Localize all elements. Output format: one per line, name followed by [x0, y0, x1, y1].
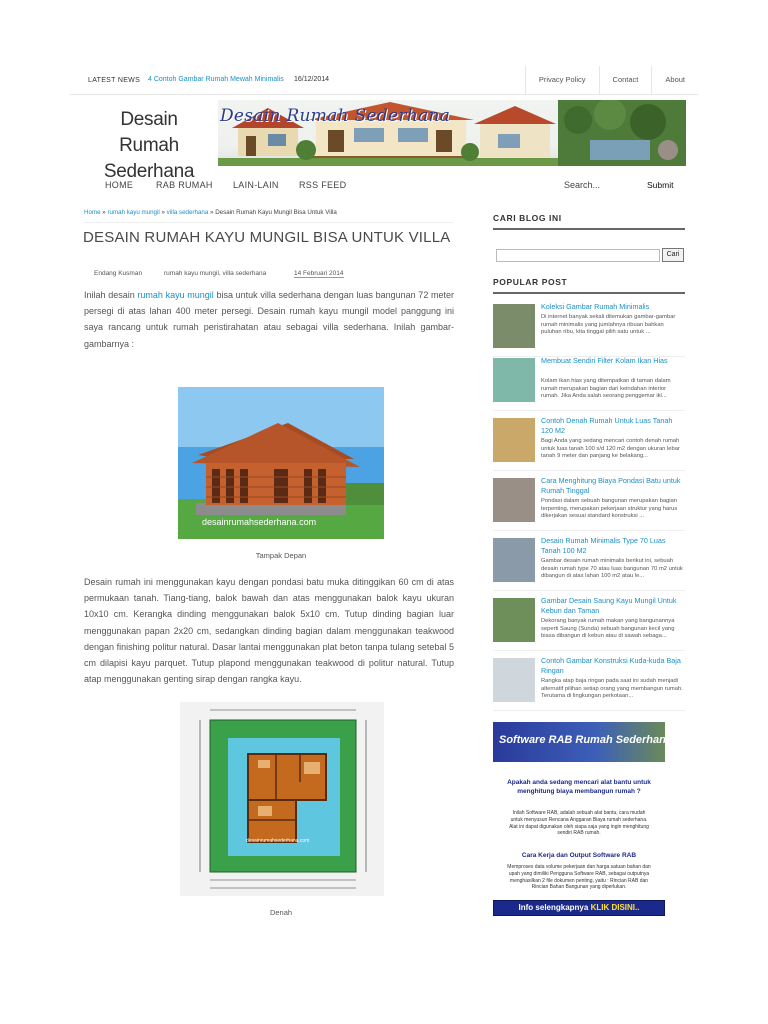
popular-post-title[interactable]: Membuat Sendiri Filter Kolam Ikan Hias [541, 356, 668, 365]
nav-home[interactable]: HOME [105, 180, 134, 190]
intro-text-rest: bisa untuk villa sederhana dengan luas bangunan 72 meter persegi di atas lahan 400 meter persegi. Desain rumah kayu mungil model panggung ini saya rancang untuk rumah peristirahatan atau sebagai villa sederhana. Inilah gambar-gambarnya : [84, 290, 454, 349]
top-links [525, 66, 698, 94]
popular-post-snippet: Bagi Anda yang sedang mencari contoh denah rumah untuk luas tanah 100 s/d 120 m2 dengan ukuran lebar tanah 9 meter dan panjang ke belakang... [541, 438, 680, 460]
post-thumbnail[interactable] [493, 598, 535, 642]
post-thumbnail[interactable] [493, 478, 535, 522]
latest-news-label: LATEST NEWS [88, 77, 141, 84]
breadcrumb-cat2[interactable]: villa sederhana [166, 209, 209, 216]
popular-post-title[interactable]: Cara Menghitung Biaya Pondasi Batu untuk Rumah Tinggal [541, 476, 681, 495]
popular-post-item[interactable] [493, 536, 685, 591]
intro-link[interactable]: rumah kayu mungil [137, 290, 214, 300]
search-input[interactable]: Search... [564, 180, 601, 190]
popular-post-snippet: Di internet banyak sekali ditemukan gambar-gambar rumah minimalis yang jumlahnya ribuan bahkan puluhan ribu, kita tinggal pilih satu untuk ... [541, 314, 676, 336]
post-title: DESAIN RUMAH KAYU MUNGIL BISA UNTUK VILLA [83, 229, 451, 246]
breadcrumb-home[interactable]: Home [84, 209, 101, 216]
ad-info-button[interactable] [493, 900, 665, 916]
post-date: 14 Februari 2014 [294, 270, 344, 277]
floor-plan-image[interactable] [180, 702, 384, 896]
ad-headline: Apakah anda sedang mencari alat bantu untuk menghitung biaya membangun rumah ? [507, 779, 651, 795]
caption-floor-plan: Denah [269, 908, 293, 917]
caption-front-view: Tampak Depan [255, 551, 307, 560]
popular-post-title[interactable]: Desain Rumah Minimalis Type 70 Luas Tanah 100 M2 [541, 536, 666, 555]
popular-post-item[interactable] [493, 596, 685, 651]
breadcrumb-current: Desain Rumah Kayu Mungil Bisa Untuk Villa [215, 209, 337, 216]
ad-subhead: Cara Kerja dan Output Software RAB [521, 852, 637, 859]
breadcrumb [84, 209, 453, 223]
breadcrumb-sep: » [102, 209, 106, 216]
post-intro [84, 287, 454, 352]
post-thumbnail[interactable] [493, 358, 535, 402]
popular-post-snippet: Kolam ikan hias yang ditempatkan di taman dalam rumah merupakan bagian dari keindahan interior rumah. Jika Anda salah seorang penggemar ikl... [541, 378, 671, 400]
front-view-image[interactable] [178, 387, 384, 539]
intro-text: Inilah desain [84, 290, 138, 300]
ad-info-text: Info selengkapnya [518, 903, 591, 912]
popular-post-item[interactable] [493, 476, 685, 531]
post-labels[interactable]: rumah kayu mungil, villa sederhana [164, 270, 267, 277]
main-nav [70, 172, 698, 200]
ad-banner-title: Software RAB Rumah Sederhana [499, 734, 672, 746]
ad-banner[interactable] [493, 722, 672, 762]
popular-post-item[interactable] [493, 416, 685, 471]
post-thumbnail[interactable] [493, 304, 535, 348]
nav-rab-rumah[interactable]: RAB RUMAH [156, 180, 213, 190]
nav-rss-feed[interactable]: RSS FEED [299, 180, 347, 190]
popular-post-title[interactable]: Contoh Denah Rumah Untuk Luas Tanah 120 M2 [541, 416, 673, 435]
popular-post-snippet: Pondasi dalam sebuah bangunan merupakan bagian terpenting, merupakan pekerjaan struktur yang harus dikerjakan sesuai standard konstruksi ... [541, 498, 678, 520]
top-bar [70, 66, 698, 95]
popular-post-item[interactable] [493, 356, 685, 411]
post-thumbnail[interactable] [493, 658, 535, 702]
popular-post-item[interactable] [493, 302, 685, 357]
post-body: Desain rumah ini menggunakan kayu dengan pondasi batu muka ditinggikan 60 cm di atas permukaan tanah. Tiang-tiang, balok bawah dan atas menggunakan balok kayu ukuran 10x10 cm. Kerangka dinding menggunakan balok 5x10 cm. Tutup dinding bagian luar menggunakan papan 2x20 cm, sedangkan dinding bagian dalam menggunakan teakwood dengan finishing politur natural. Dasar lantai menggunakan plat beton tanpa tulang setebal 5 cm dilapisi kayu parquet. Tutup plapond menggunakan teakwood di politur natural. Tutup atap menggunakan genting sirap dengan rangka kayu. [84, 577, 454, 685]
popular-post-title[interactable]: Contoh Gambar Konstruksi Kuda-kuda Baja Ringan [541, 656, 681, 675]
popular-post-heading: POPULAR POST [493, 277, 685, 294]
site-title-line1: Desain Rumah [119, 109, 179, 156]
image-watermark: desainrumahsederhana.com [202, 517, 317, 527]
breadcrumb-sep: » [210, 209, 214, 216]
ad-info-link[interactable]: KLIK DISINI.. [590, 903, 640, 912]
blog-search-button[interactable]: Cari [662, 248, 684, 262]
popular-post-snippet: Gambar desain rumah minimalis berikut ini, sebuah desain rumah type 70 atau luas bangunan 70 m2 untuk dibangun di atas lahan 100 m2 atau le... [541, 558, 683, 580]
post-thumbnail[interactable] [493, 418, 535, 462]
header-banner[interactable] [218, 100, 686, 166]
contact-link[interactable]: Contact [599, 66, 652, 94]
latest-news-date: 16/12/2014 [294, 76, 330, 83]
software-rab-ad[interactable] [493, 722, 672, 916]
ad-description-2: Memproses data volume pekerjaan dan harga satuan bahan dan upah yang dimiliki Pengguna Software RAB, sebagai outputnya menghasilkan 2 file dokumen penting, yaitu : Rincian RAB dan Rincian Bahan Bangunan yang diperlukan. [507, 864, 651, 891]
nav-lain-lain[interactable]: LAIN-LAIN [233, 180, 279, 190]
ad-description: Inilah Software RAB, adalah sebuah alat bantu, cara mudah untuk menyusun Rencana Anggaran Biaya rumah sederhana. Alat ini dapat digunakan oleh siapa saja yang ingin menghitung sendiri RAB rumah. [509, 810, 649, 837]
post-thumbnail[interactable] [493, 538, 535, 582]
floor-plan-watermark: desainrumahsederhana.com [246, 838, 310, 844]
blog-search-input[interactable] [496, 249, 660, 262]
popular-post-snippet: Rangka atap baja ringan pada saat ini sudah menjadi alternatif pilihan setiap orang yang membangun rumah. Terutama di lingkungan perkotaan... [541, 678, 683, 700]
floor-plan-illustration [180, 702, 384, 896]
popular-post-snippet: Dekorang banyak rumah makan yang bangunannya seperti Saung (Sunda) sebuah bangunan kecil yang biasa dibangun di kebun atau di sawah sebaga... [541, 618, 675, 640]
breadcrumb-sep: » [161, 209, 165, 216]
popular-post-item[interactable] [493, 656, 685, 711]
latest-news-link[interactable]: 4 Contoh Gambar Rumah Mewah Minimalis [148, 76, 284, 83]
search-blog-heading: CARI BLOG INI [493, 213, 685, 230]
search-submit-button[interactable]: Submit [647, 180, 674, 190]
popular-post-title[interactable]: Gambar Desain Saung Kayu Mungil Untuk Kebun dan Taman [541, 596, 677, 615]
post-author[interactable]: Endang Kusman [94, 270, 143, 277]
about-link[interactable]: About [651, 66, 698, 94]
banner-title: Desain Rumah Sederhana [220, 106, 451, 126]
popular-post-title[interactable]: Koleksi Gambar Rumah Minimalis [541, 302, 650, 311]
site-title-line2: Sederhana [103, 161, 195, 182]
breadcrumb-cat1[interactable]: rumah kayu mungil [107, 209, 160, 216]
privacy-policy-link[interactable]: Privacy Policy [525, 66, 599, 94]
